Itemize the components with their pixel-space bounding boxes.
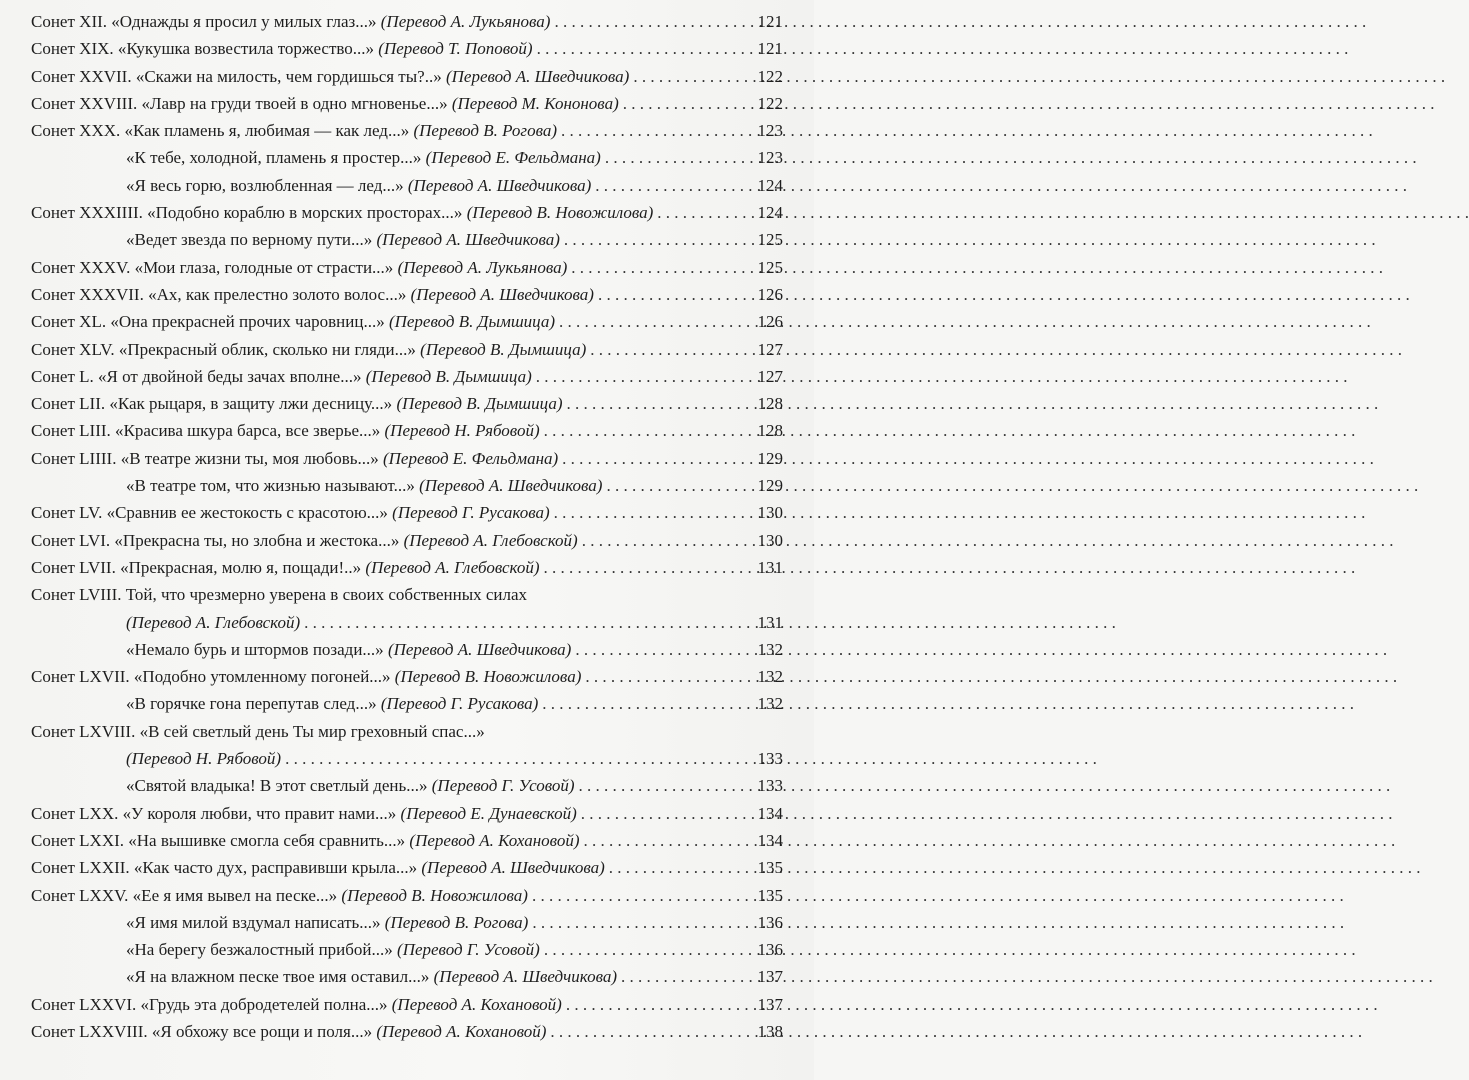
toc-page-number: 137: [757, 967, 783, 987]
toc-entry: [31, 882, 783, 909]
toc-leader-dots: [571, 254, 743, 281]
toc-entry-text: [31, 63, 629, 90]
toc-entry-title: Сонет LXVIII. «В сей светлый день Ты мир греховный спас...»: [31, 721, 485, 741]
toc-entry: [31, 909, 783, 936]
toc-leader-dots: [564, 226, 743, 253]
toc-entry: [31, 281, 783, 308]
toc-leader-dots: [554, 8, 743, 35]
toc-leader-dots: [544, 417, 743, 444]
toc-entry-text: [31, 8, 550, 35]
toc-page-number: 131: [757, 557, 783, 577]
toc-leader-dots: [550, 1018, 743, 1045]
toc-page-number: 129: [757, 448, 783, 468]
toc-entry: [31, 745, 783, 772]
toc-leader-dots: [606, 472, 743, 499]
toc-entry: [31, 936, 783, 963]
toc-entry-text: [31, 281, 594, 308]
toc-entry-text: [31, 718, 485, 745]
toc-entry-title: Сонет LVI. «Прекрасна ты, но злобна и жестока...»: [31, 530, 400, 550]
toc-entry-translator: (Перевод В. Дымшица): [396, 394, 563, 414]
toc-page-number: 129: [757, 476, 783, 496]
toc-entry-text: [31, 1018, 546, 1045]
toc-page-number: 122: [757, 66, 783, 86]
toc-entry-text: [126, 636, 571, 663]
toc-entry-title: «Ведет звезда по верному пути...»: [126, 230, 373, 250]
toc-entry: [31, 527, 783, 554]
toc-page-number: 121: [757, 39, 783, 59]
toc-entry-translator: (Перевод А. Шведчикова): [421, 858, 605, 878]
toc-entry-translator: (Перевод Т. Поповой): [378, 39, 533, 59]
toc-entry: [31, 117, 783, 144]
toc-leader-dots: [544, 554, 743, 581]
toc-entry: [31, 963, 783, 990]
toc-page-number: 122: [757, 93, 783, 113]
toc-entry-title: Сонет LII. «Как рыцаря, в защиту лжи десницу...»: [31, 394, 393, 414]
toc-entry-title: «Святой владыка! В этот светлый день...»: [126, 776, 428, 796]
toc-leader-dots: [623, 90, 743, 117]
toc-leader-dots: [598, 281, 743, 308]
toc-entry-title: Сонет LXXVI. «Грудь эта добродетелей полна...»: [31, 994, 388, 1014]
toc-page-number: 121: [757, 12, 783, 31]
toc-entry-translator: (Перевод А. Кохановой): [376, 1021, 547, 1041]
toc-entry-text: [126, 609, 300, 636]
toc-page-number: 132: [757, 639, 783, 659]
toc-entry-translator: (Перевод Н. Рябовой): [126, 749, 282, 769]
toc-entry-translator: (Перевод А. Шведчикова): [445, 66, 630, 86]
toc-page-number: 123: [757, 121, 783, 141]
toc-entry: [31, 690, 783, 717]
toc-page-number: 133: [757, 776, 783, 796]
toc-entry: [31, 499, 783, 526]
toc-entry-text: [31, 581, 527, 608]
toc-entry: [31, 226, 783, 253]
toc-entry-text: [126, 690, 538, 717]
toc-entry-text: [31, 527, 578, 554]
toc-leader-dots: [532, 882, 743, 909]
toc-entry-text: [31, 390, 563, 417]
toc-entry: [31, 254, 783, 281]
toc-entry-translator: (Перевод А. Лукьянова): [380, 12, 551, 31]
toc-entry-title: Сонет LXXVIII. «Я обхожу все рощи и поля...»: [31, 1021, 373, 1041]
toc-entry-title: «К тебе, холодной, пламень я простер...»: [126, 148, 422, 168]
toc-entry-title: Сонет XII. «Однажды я просил у милых глаз...»: [31, 12, 377, 31]
toc-page-number: 130: [757, 503, 783, 523]
toc-entry-translator: (Перевод А. Шведчикова): [419, 476, 603, 496]
toc-entry-translator: (Перевод А. Лукьянова): [397, 257, 568, 277]
toc-leader-dots: [633, 63, 743, 90]
toc-leader-dots: [559, 308, 743, 335]
toc-leader-dots: [537, 35, 743, 62]
toc-leader-dots: [609, 854, 743, 881]
toc-entry-text: [31, 827, 580, 854]
toc-leader-dots: [581, 800, 743, 827]
toc-entry-translator: (Перевод Е. Дунаевской): [400, 803, 577, 823]
toc-entry: [31, 800, 783, 827]
toc-page-number: 131: [757, 612, 783, 632]
toc-entry-translator: (Перевод В. Дымшица): [365, 366, 532, 386]
toc-entry-text: [31, 308, 555, 335]
toc-entry: [31, 308, 783, 335]
toc-entry: [31, 609, 783, 636]
toc-entry: [31, 718, 783, 745]
toc-entry-text: [126, 144, 601, 171]
toc-entry-translator: (Перевод А. Шведчикова): [387, 639, 572, 659]
toc-entry: [31, 336, 783, 363]
toc-leader-dots: [304, 609, 743, 636]
toc-entry: [31, 445, 783, 472]
toc-page-number: 127: [757, 366, 783, 386]
toc-entry-translator: (Перевод М. Кононова): [451, 93, 619, 113]
toc-page-number: 134: [757, 803, 783, 823]
toc-leader-dots: [542, 690, 743, 717]
toc-entry-title: Сонет LXXI. «На вышивке смогла себя сравнить...»: [31, 830, 406, 850]
toc-page-number: 128: [757, 394, 783, 414]
toc-page-number: 132: [757, 694, 783, 714]
toc-entry-text: [31, 363, 532, 390]
toc-entry-translator: (Перевод В. Новожилова): [341, 885, 528, 905]
toc-entry-text: [126, 936, 540, 963]
toc-entry-title: «Я имя милой вздумал написать...»: [126, 912, 381, 932]
toc-entry-title: Сонет XXX. «Как пламень я, любимая — как лед...»: [31, 121, 410, 141]
toc-entry-text: [31, 35, 533, 62]
toc-entry-title: Сонет XXXV. «Мои глаза, голодные от страсти...»: [31, 257, 394, 277]
toc-entry: [31, 581, 783, 608]
toc-entry-translator: (Перевод В. Новожилова): [394, 667, 582, 687]
toc-entry-translator: (Перевод Е. Фельдмана): [425, 148, 601, 168]
toc-entry-translator: (Перевод А. Глебовской): [403, 530, 578, 550]
toc-entry-title: Сонет XXVII. «Скажи на милость, чем гордишься ты?..»: [31, 66, 442, 86]
toc-entry-title: Сонет LXX. «У короля любви, что правит нами...»: [31, 803, 397, 823]
toc-entry-title: Сонет LVIII. Той, что чрезмерно уверена в своих собственных силах: [31, 585, 528, 605]
toc-page-number: 125: [757, 230, 783, 250]
toc-entry-translator: (Перевод В. Рогова): [413, 121, 557, 141]
toc-entry-text: [126, 226, 560, 253]
toc-entry-title: Сонет XL. «Она прекрасней прочих чаровниц...»: [31, 312, 385, 332]
toc-entry-text: [126, 472, 602, 499]
toc-leader-dots: [536, 363, 743, 390]
toc-entry-title: «В горячке гона перепутав след...»: [126, 694, 377, 714]
toc-entry-text: [31, 991, 562, 1018]
toc-entry-title: Сонет XIX. «Кукушка возвестила торжество...»: [31, 39, 375, 59]
toc-entry: [31, 663, 783, 690]
toc-entry: [31, 991, 783, 1018]
toc-page-number: 138: [757, 1021, 783, 1041]
toc-entry-title: Сонет LXXV. «Ее я имя вывел на песке...»: [31, 885, 338, 905]
toc-entry-title: Сонет XXVIII. «Лавр на груди твоей в одно мгновенье...»: [31, 93, 448, 113]
toc-page-number: 128: [757, 421, 783, 441]
toc-entry-title: Сонет XXXIIII. «Подобно кораблю в морских просторах...»: [31, 203, 463, 223]
toc-entry: [31, 472, 783, 499]
toc-entry-translator: (Перевод А. Кохановой): [391, 994, 562, 1014]
toc-leader-dots: [621, 963, 743, 990]
toc-entry-text: [31, 90, 619, 117]
toc-entry-text: [31, 445, 558, 472]
toc-entry-translator: (Перевод Г. Русакова): [392, 503, 550, 523]
toc-entry-title: Сонет LVII. «Прекрасная, молю я, пощади!..»: [31, 557, 362, 577]
toc-entry: [31, 854, 783, 881]
toc-entry-text: [31, 117, 557, 144]
toc-leader-dots: [544, 936, 743, 963]
toc-leader-dots: [532, 909, 743, 936]
toc-entry-text: [31, 554, 540, 581]
toc-leader-dots: [579, 772, 743, 799]
toc-entry-text: [31, 800, 577, 827]
toc-entry: [31, 827, 783, 854]
toc-leader-dots: [554, 499, 743, 526]
toc-page-number: 133: [757, 749, 783, 769]
toc-leader-dots: [567, 390, 743, 417]
toc-leader-dots: [584, 827, 744, 854]
toc-leader-dots: [561, 117, 743, 144]
toc-entry: [31, 417, 783, 444]
toc-leader-dots: [562, 445, 743, 472]
toc-page-number: 124: [757, 203, 783, 223]
toc-entry: [31, 144, 783, 171]
toc-page-number: 137: [757, 994, 783, 1014]
toc-entry: [31, 1018, 783, 1045]
toc-entry-translator: (Перевод А. Глебовской): [126, 612, 301, 632]
toc-entry-text: [126, 172, 591, 199]
toc-entry-text: [126, 963, 617, 990]
toc-entry-title: Сонет LIII. «Красива шкура барса, все зверье...»: [31, 421, 381, 441]
toc-leader-dots: [590, 336, 743, 363]
toc-page-number: 126: [757, 312, 783, 332]
toc-entry: [31, 35, 783, 62]
toc-leader-dots: [566, 991, 743, 1018]
toc-page-number: 124: [757, 175, 783, 195]
toc-entry-translator: (Перевод Г. Русакова): [380, 694, 539, 714]
toc-entry-title: «Немало бурь и штормов позади...»: [126, 639, 384, 659]
toc-entry-translator: (Перевод А. Шведчикова): [433, 967, 617, 987]
toc-leader-dots: [585, 663, 743, 690]
toc-entry-translator: (Перевод В. Рогова): [384, 912, 529, 932]
toc-entry-translator: (Перевод А. Шведчикова): [407, 175, 592, 195]
toc-page-number: 123: [757, 148, 783, 168]
toc-entry-title: «Я весь горю, возлюбленная — лед...»: [126, 175, 404, 195]
toc-entry-title: Сонет LXXII. «Как часто дух, расправивши крыла...»: [31, 858, 418, 878]
toc-entry-title: Сонет XXXVII. «Ах, как прелестно золото волос...»: [31, 284, 407, 304]
toc-entry-text: [31, 499, 550, 526]
toc-entry-translator: (Перевод А. Шведчикова): [410, 284, 594, 304]
toc-page-number: 136: [757, 912, 783, 932]
toc-entry-title: Сонет L. «Я от двойной беды зачах вполне...»: [31, 366, 362, 386]
toc-entry-translator: (Перевод Г. Усовой): [431, 776, 575, 796]
toc-entry: [31, 63, 783, 90]
toc-leader-dots: [595, 172, 743, 199]
toc-entry-translator: (Перевод А. Глебовской): [365, 557, 540, 577]
toc-entry-translator: (Перевод А. Шведчикова): [376, 230, 560, 250]
toc-entry: [31, 636, 783, 663]
toc-entry-title: «В театре том, что жизнью называют...»: [126, 476, 415, 496]
toc-page-number: 126: [757, 284, 783, 304]
toc-leader-dots: [605, 144, 743, 171]
toc-entry-translator: (Перевод Г. Усовой): [397, 940, 540, 960]
toc-entry-text: [126, 745, 281, 772]
toc-page-number: 130: [757, 530, 783, 550]
toc-entry-text: [31, 336, 586, 363]
toc-entry-text: [31, 199, 653, 226]
toc-page-number: 125: [757, 257, 783, 277]
toc-entry-translator: (Перевод В. Дымшица): [388, 312, 556, 332]
toc-entry: [31, 8, 783, 35]
toc-page-number: 135: [757, 858, 783, 878]
toc-entry-text: [31, 254, 567, 281]
toc-page-number: 134: [757, 830, 783, 850]
toc-entry: [31, 772, 783, 799]
toc-entry-text: [31, 854, 605, 881]
toc-entry: [31, 172, 783, 199]
toc-entry: [31, 363, 783, 390]
table-of-contents: [31, 8, 783, 1045]
toc-leader-dots: [285, 745, 743, 772]
toc-entry-translator: (Перевод В. Новожилова): [466, 203, 654, 223]
toc-page-number: 135: [757, 885, 783, 905]
toc-leader-dots: [582, 527, 743, 554]
toc-entry: [31, 90, 783, 117]
toc-entry-translator: (Перевод В. Дымшица): [420, 339, 587, 359]
toc-leader-dots: [575, 636, 743, 663]
toc-entry-text: [126, 772, 575, 799]
toc-entry-text: [31, 663, 581, 690]
toc-entry-title: Сонет LIIII. «В театре жизни ты, моя любовь...»: [31, 448, 379, 468]
toc-entry: [31, 390, 783, 417]
toc-leader-dots: [657, 199, 743, 226]
toc-entry-text: [31, 882, 528, 909]
toc-entry-text: [31, 417, 540, 444]
toc-entry-title: «Я на влажном песке твое имя оставил...»: [126, 967, 430, 987]
toc-entry-text: [126, 909, 528, 936]
toc-entry-title: Сонет XLV. «Прекрасный облик, сколько ни гляди...»: [31, 339, 416, 359]
toc-entry: [31, 199, 783, 226]
toc-entry-title: Сонет LV. «Сравнив ее жестокость с красотою...»: [31, 503, 388, 523]
toc-entry-translator: (Перевод А. Кохановой): [409, 830, 580, 850]
toc-page-number: 132: [757, 667, 783, 687]
toc-page-number: 127: [757, 339, 783, 359]
toc-page-number: 136: [757, 940, 783, 960]
toc-entry: [31, 554, 783, 581]
toc-entry-title: «На берегу безжалостный прибой...»: [126, 940, 393, 960]
toc-entry-title: Сонет LXVII. «Подобно утомленному погоней...»: [31, 667, 391, 687]
toc-entry-translator: (Перевод Н. Рябовой): [384, 421, 540, 441]
toc-entry-translator: (Перевод Е. Фельдмана): [382, 448, 559, 468]
